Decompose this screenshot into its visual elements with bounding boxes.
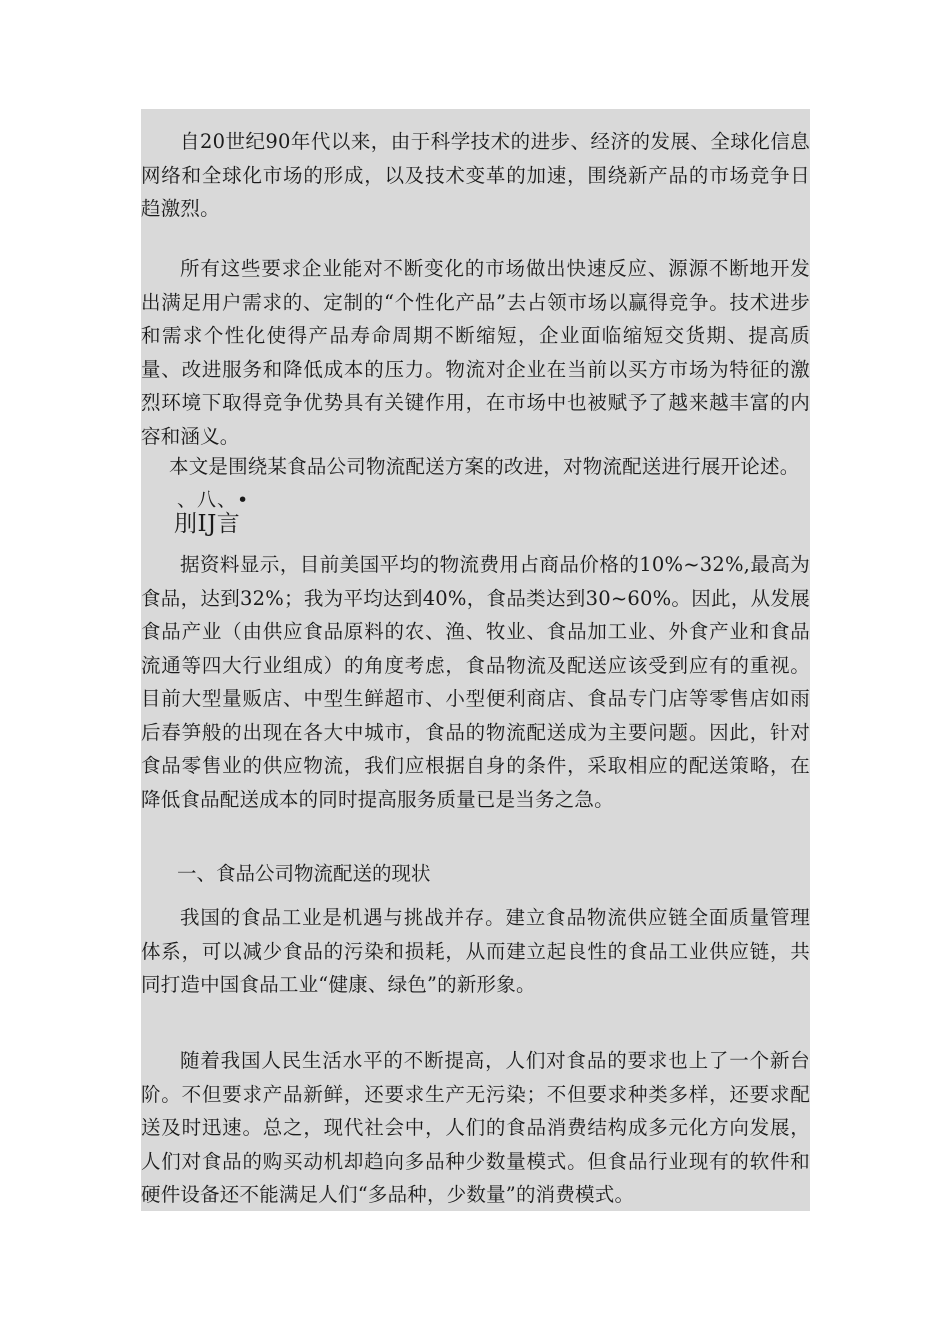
- paragraph-requirements: 所有这些要求企业能对不断变化的市场做出快速反应、源源不断地开发出满足用户需求的、定制的“个性化产品”去占领市场以赢得竞争。技术进步和需求个性化使得产品寿命周期不断缩短，企业面临缩短交货期、提高质量、改进服务和降低成本的压力。物流对企业在当前以买方市场为特征的激烈环境下取得竞争优势具有关键作用，在市场中也被赋予了越来越丰富的内容和涵义。: [141, 257, 810, 448]
- section-title: 一、食品公司物流配送的现状: [177, 862, 431, 885]
- paragraph-scope: 本文是围绕某食品公司物流配送方案的改进，对物流配送进行展开论述。: [169, 455, 800, 478]
- paragraph-food-industry: 我国的食品工业是机遇与挑战并存。建立食品物流供应链全面质量管理体系，可以减少食品的污染和损耗，从而建立起良性的食品工业供应链，共同打造中国食品工业“健康、绿色”的新形象。: [141, 906, 810, 996]
- heading-garbled-preface: 刖IJ言: [174, 511, 241, 537]
- heading-garbled-top: 、八、•: [177, 489, 250, 511]
- paragraph-living-standards: 随着我国人民生活水平的不断提高，人们对食品的要求也上了一个新台阶。不但要求产品新鲜，还要求生产无污染；不但要求种类多样，还要求配送及时迅速。总之，现代社会中，人们的食品消费结构成多元化方向发展，人们对食品的购买动机却趋向多品种少数量模式。但食品行业现有的软件和硬件设备还不能满足人们“多品种，少数量”的消费模式。: [141, 1049, 810, 1206]
- paragraph-intro: 自20世纪90年代以来，由于科学技术的进步、经济的发展、全球化信息网络和全球化市场的形成，以及技术变革的加速，围绕新产品的市场竞争日趋激烈。: [141, 130, 810, 220]
- document-page: [141, 109, 810, 1211]
- paragraph-statistics: 据资料显示，目前美国平均的物流费用占商品价格的10%~32%,最高为食品，达到32%；我为平均达到40%，食品类达到30~60%。因此，从发展食品产业（由供应食品原料的农、渔、牧业、食品加工业、外食产业和食品流通等四大行业组成）的角度考虑，食品物流及配送应该受到应有的重视。目前大型量贩店、中型生鲜超市、小型便利商店、食品专门店等零售店如雨后春笋般的出现在各大中城市，食品的物流配送成为主要问题。因此，针对食品零售业的供应物流，我们应根据自身的条件，采取相应的配送策略，在降低食品配送成本的同时提高服务质量已是当务之急。: [141, 553, 810, 811]
